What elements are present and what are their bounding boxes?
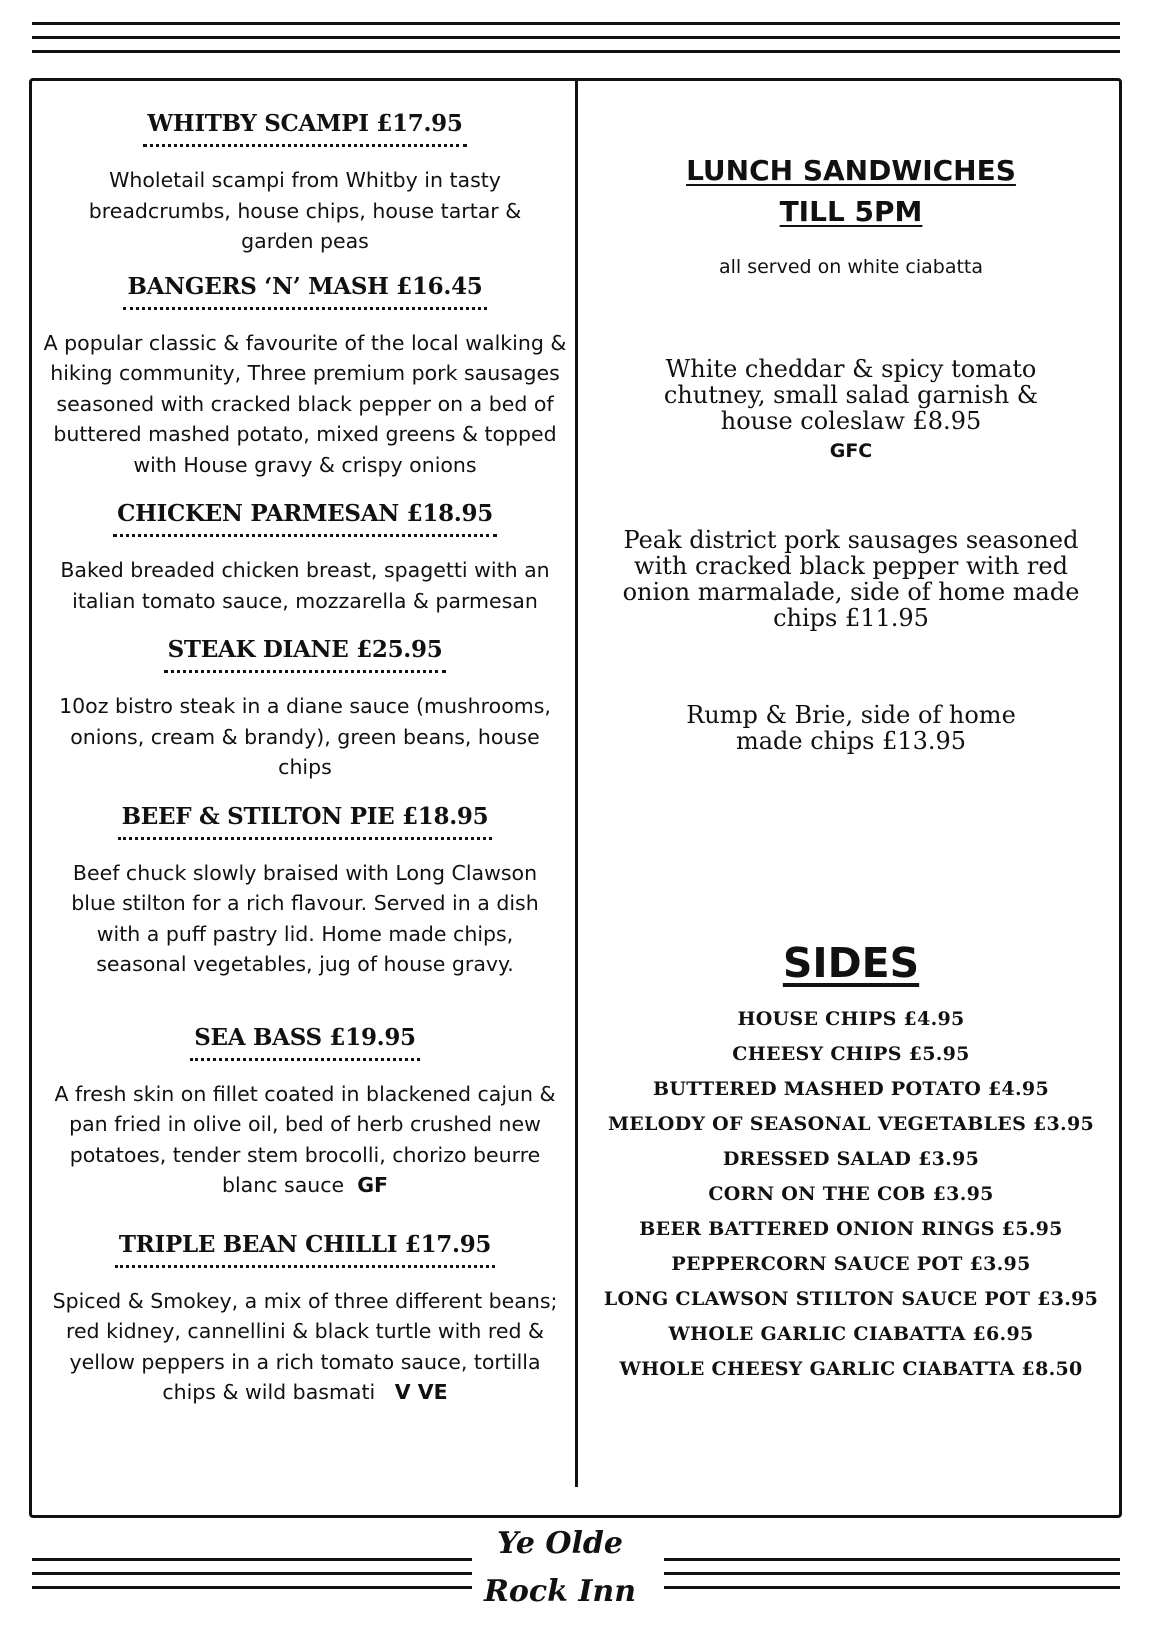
dish-title: TRIPLE BEAN CHILLI £17.95 [115,1231,495,1268]
logo-line-1: Ye Olde [497,1526,623,1561]
sandwich-text: Peak district pork sausages seasoned with cracked black pepper with red onion marmalade, side of home made chips £11.95 [622,526,1080,632]
gfc-tag: GFC [829,440,873,462]
top-rule-2 [32,36,1120,39]
side-item: WHOLE CHEESY GARLIC CIABATTA £8.50 [619,1358,1083,1380]
sides-title: SIDES [782,939,920,987]
side-item: CHEESY CHIPS £5.95 [732,1043,970,1065]
dish-sea-bass [36,1024,574,1201]
dish-whitby-scampi [36,110,574,257]
dish-description: Baked breaded chicken breast, spagetti with an italian tomato sauce, mozzarella & parmesan [60,558,550,613]
footer-rule-left-3 [32,1586,472,1589]
side-item: LONG CLAWSON STILTON SAUCE POT £3.95 [603,1288,1099,1310]
top-rule-1 [32,22,1120,25]
vegan-tag: V VE [394,1380,448,1404]
sandwiches-sides-column [590,150,1112,1387]
sandwich-item [630,356,1072,464]
side-item: MELODY OF SEASONAL VEGETABLES £3.95 [607,1113,1095,1135]
dish-title: STEAK DIANE £25.95 [164,636,447,673]
sandwich-text: Rump & Brie, side of home made chips £13.95 [686,701,1016,755]
side-item: BEER BATTERED ONION RINGS £5.95 [639,1218,1063,1240]
dish-triple-bean-chilli [36,1231,574,1408]
top-rule-3 [32,50,1120,53]
dish-description: Beef chuck slowly braised with Long Clawson blue stilton for a rich flavour. Served in a dish with a puff pastry lid. Home made chips, seasonal vegetables, jug of house gravy. [71,860,539,976]
dish-title: WHITBY SCAMPI £17.95 [143,110,466,147]
side-item: CORN ON THE COB £3.95 [708,1183,994,1205]
inn-logo [470,1520,650,1616]
gluten-free-tag: GF [357,1173,389,1197]
side-item: DRESSED SALAD £3.95 [722,1148,980,1170]
mains-column [36,110,574,1408]
logo-line-2: Rock Inn [483,1574,637,1609]
footer-rule-right-3 [664,1586,1120,1589]
footer-rule-left-1 [32,1558,472,1561]
dish-beef-stilton-pie [36,803,574,980]
side-item: BUTTERED MASHED POTATO £4.95 [653,1078,1049,1100]
dish-description: A fresh skin on fillet coated in blackened cajun & pan fried in olive oil, bed of herb crushed new potatoes, tender stem brocolli, chorizo beurre blanc sauce GF [54,1081,556,1197]
sandwich-item [680,702,1022,754]
dish-description: 10oz bistro steak in a diane sauce (mushrooms, onions, cream & brandy), green beans, house chips [59,694,551,779]
footer-rule-right-2 [664,1572,1120,1575]
sides-list [590,1002,1112,1387]
dish-title: CHICKEN PARMESAN £18.95 [113,500,497,537]
sandwich-text: White cheddar & spicy tomato chutney, small salad garnish & house coleslaw £8.95 [663,355,1039,435]
side-item: WHOLE GARLIC CIABATTA £6.95 [668,1323,1034,1345]
dish-title: BANGERS ‘N’ MASH £16.45 [123,273,486,310]
dish-chicken-parmesan [36,500,574,616]
column-divider [575,80,578,1487]
dish-description: A popular classic & favourite of the local walking & hiking community, Three premium pork sausages seasoned with cracked black pepper on a bed of buttered mashed potato, mixed greens & topped with House gravy & crispy onions [43,330,567,477]
lunch-title: LUNCH SANDWICHES TILL 5PM [686,154,1016,228]
dish-title: SEA BASS £19.95 [190,1024,420,1061]
dish-title: BEEF & STILTON PIE £18.95 [118,803,493,840]
side-item: PEPPERCORN SAUCE POT £3.95 [671,1253,1031,1275]
footer-rule-right-1 [664,1558,1120,1561]
dish-steak-diane [36,636,574,783]
dish-description: Wholetail scampi from Whitby in tasty breadcrumbs, house chips, house tartar & garden peas [88,168,522,253]
dish-bangers-mash [36,273,574,481]
lunch-subtitle: all served on white ciabatta [718,256,984,278]
sandwich-item [608,527,1094,631]
footer-rule-left-2 [32,1572,472,1575]
dish-description: Spiced & Smokey, a mix of three different beans; red kidney, cannellini & black turtle with red & yellow peppers in a rich tomato sauce, tortilla chips & wild basmati V VE [52,1288,558,1404]
side-item: HOUSE CHIPS £4.95 [737,1008,965,1030]
